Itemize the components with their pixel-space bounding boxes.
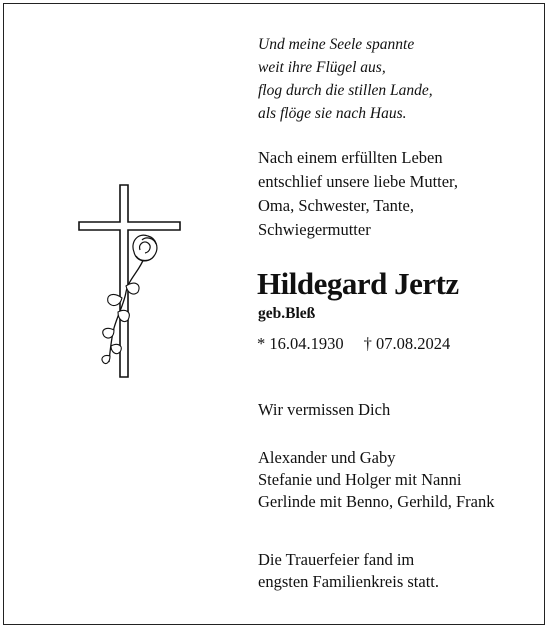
intro-line: Nach einem erfüllten Leben	[258, 148, 443, 167]
mourner-line: Gerlinde mit Benno, Gerhild, Frank	[258, 492, 495, 511]
mourner-line: Alexander und Gaby	[258, 448, 396, 467]
funeral-line: Die Trauerfeier fand im	[258, 550, 415, 569]
funeral-note	[258, 549, 439, 593]
death-date: † 07.08.2024	[363, 334, 451, 353]
funeral-line: engsten Familienkreis statt.	[258, 572, 440, 591]
deceased-name: Hildegard Jertz	[257, 266, 459, 301]
mourner-line: Stefanie und Holger mit Nanni	[258, 470, 462, 489]
closing-line: Wir vermissen Dich	[258, 400, 391, 419]
intro-line: Schwiegermutter	[258, 220, 371, 239]
poem-line: Und meine Seele spannte	[258, 36, 415, 53]
cross-with-rose-icon	[70, 180, 190, 385]
intro-line: entschlief unsere liebe Mutter,	[258, 172, 459, 191]
poem-line: weit ihre Flügel aus,	[258, 59, 386, 76]
poem-line: als flöge sie nach Haus.	[258, 105, 407, 122]
poem-line: flog durch die stillen Lande,	[258, 82, 433, 99]
intro-text	[258, 146, 458, 242]
memorial-poem	[258, 33, 433, 125]
maiden-name: geb.Bleß	[258, 305, 316, 322]
mourners-list	[258, 447, 494, 513]
birth-date: * 16.04.1930	[257, 334, 344, 353]
life-dates	[257, 334, 450, 354]
intro-line: Oma, Schwester, Tante,	[258, 196, 414, 215]
